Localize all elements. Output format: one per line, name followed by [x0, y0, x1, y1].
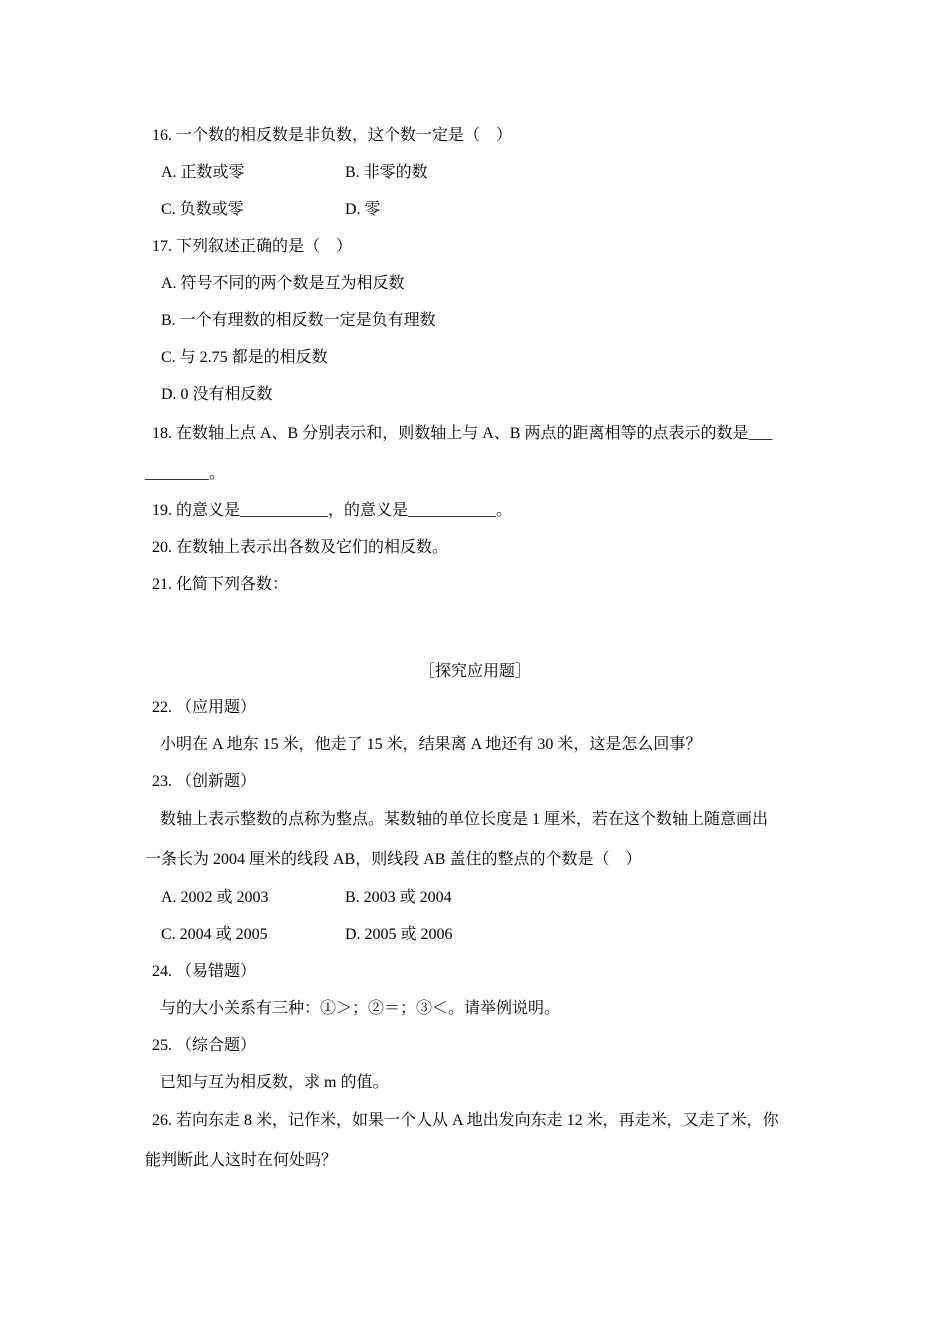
- question-23-option-d: D. 2005 或 2006: [345, 926, 453, 943]
- question-17-option-c: C. 与 2.75 都是的相反数: [161, 349, 328, 366]
- question-23-option-b: B. 2003 或 2004: [345, 889, 452, 906]
- question-17-option-a: A. 符号不同的两个数是互为相反数: [161, 275, 405, 292]
- question-23-option-a: A. 2002 或 2003: [161, 889, 269, 906]
- question-17-option-d: D. 0 没有相反数: [161, 386, 273, 403]
- question-21-stem: 21. 化简下列各数：: [152, 576, 289, 593]
- question-23-body-line-1: 数轴上表示整数的点称为整点。某数轴的单位长度是 1 厘米，若在这个数轴上随意画出: [160, 811, 769, 828]
- question-16-option-a: A. 正数或零: [161, 164, 245, 181]
- question-23-option-c: C. 2004 或 2005: [161, 926, 268, 943]
- question-24-stem: 24. （易错题）: [152, 963, 257, 980]
- question-20-stem: 20. 在数轴上表示出各数及它们的相反数。: [152, 539, 449, 556]
- question-22-stem: 22. （应用题）: [152, 699, 257, 716]
- question-16-stem: 16. 一个数的相反数是非负数，这个数一定是（ ）: [152, 127, 513, 144]
- question-26-line-1: 26. 若向东走 8 米，记作米，如果一个人从 A 地出发向东走 12 米，再走米，又走了米，你: [152, 1112, 779, 1129]
- question-16-option-b: B. 非零的数: [345, 164, 428, 181]
- question-25-stem: 25. （综合题）: [152, 1037, 257, 1054]
- question-18-line-1: 18. 在数轴上点 A、B 分别表示和，则数轴上与 A、B 两点的距离相等的点表示的数是___: [152, 425, 773, 442]
- question-16-option-d: D. 零: [345, 201, 381, 218]
- section-title: ［探究应用题］: [418, 663, 531, 680]
- question-19-stem: 19. 的意义是___________，的意义是___________。: [152, 502, 513, 519]
- question-25-body: 已知与互为相反数，求 m 的值。: [160, 1074, 389, 1091]
- question-23-stem: 23. （创新题）: [152, 773, 257, 790]
- question-23-body-line-2: 一条长为 2004 厘米的线段 AB，则线段 AB 盖住的整点的个数是（ ）: [145, 851, 642, 868]
- question-17-stem: 17. 下列叙述正确的是（ ）: [152, 238, 353, 255]
- question-26-line-2: 能判断此人这时在何处吗？: [145, 1152, 338, 1169]
- question-18-line-2: ________。: [145, 465, 226, 482]
- question-17-option-b: B. 一个有理数的相反数一定是负有理数: [161, 312, 436, 329]
- question-22-body: 小明在 A 地东 15 米，他走了 15 米，结果离 A 地还有 30 米，这是怎么回事？: [160, 736, 702, 753]
- question-16-option-c: C. 负数或零: [161, 201, 244, 218]
- question-24-body: 与的大小关系有三种：①＞；②＝；③＜。请举例说明。: [160, 1000, 561, 1017]
